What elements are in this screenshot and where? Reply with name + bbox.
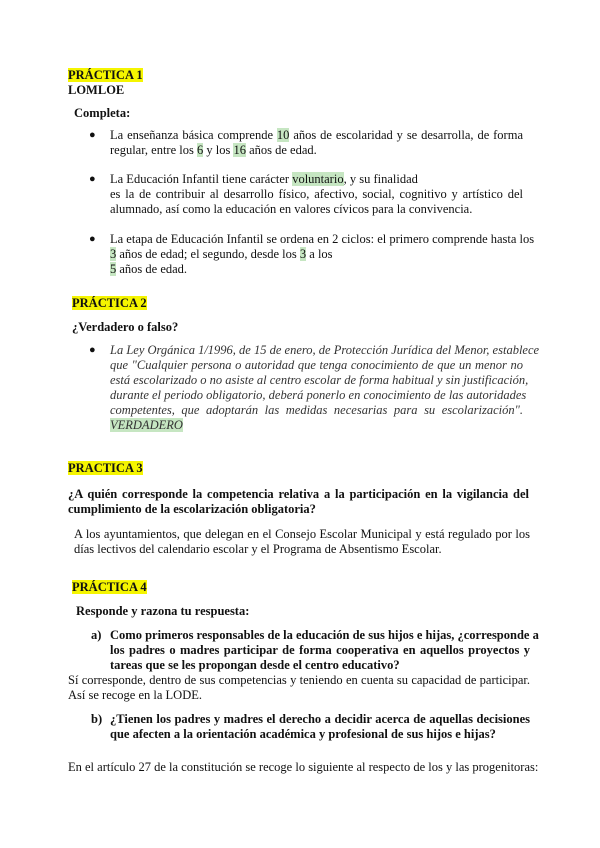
p4-item-b-line2: que afecten a la orientación académica y profesional de sus hijos e hijas? (110, 727, 496, 741)
p1-item3-line1: La etapa de Educación Infantil se ordena en 2 ciclos: el primero comprende hasta los (110, 232, 535, 246)
section-heading-practica-2: PRÁCTICA 2 (72, 296, 147, 310)
p1-item1-line1: La enseñanza básica comprende 10 años de escolaridad y se desarrolla, de forma (110, 128, 523, 142)
p4-instruction: Responde y razona tu respuesta: (76, 604, 250, 618)
p3-answer-line1: A los ayuntamientos, que delegan en el Consejo Escolar Municipal y está regulado por los (74, 527, 530, 541)
p2-text-line2: que "Cualquier persona o autoridad que tenga conocimiento de que un menor no (110, 358, 523, 372)
p2-text-line4: durante el periodo obligatorio, deberá ponerlo en conocimiento de las autoridades (110, 388, 527, 402)
p2-text-line1: La Ley Orgánica 1/1996, de 15 de enero, de Protección Jurídica del Menor, establece (110, 343, 540, 357)
p1-item3-line2: 3 años de edad; el segundo, desde los 3 a los (110, 247, 333, 261)
bullet-icon: ● (89, 173, 96, 185)
bullet-icon: ● (89, 233, 96, 245)
p4-closing-text: En el artículo 27 de la constitución se recoge lo siguiente al respecto de los y las progenitoras: (68, 760, 539, 774)
p3-answer-line2: días lectivos del calendario escolar y el Programa de Absentismo Escolar. (74, 542, 442, 556)
section-heading-practica-3: PRACTICA 3 (68, 461, 143, 475)
bullet-icon: ● (89, 344, 96, 356)
p1-item3-line3: 5 años de edad. (110, 262, 188, 276)
p1-item1-line2: regular, entre los 6 y los 16 años de edad. (110, 143, 317, 157)
p4-answer-a-line1: Sí corresponde, dentro de sus competencias y teniendo en cuenta su capacidad de participar. (68, 673, 530, 687)
p4-item-a-marker: a) (91, 628, 102, 642)
section-heading-practica-4: PRÁCTICA 4 (72, 580, 147, 594)
p1-item2-line1: La Educación Infantil tiene carácter voluntario, y su finalidad (110, 172, 418, 186)
p3-question-line1: ¿A quién corresponde la competencia relativa a la participación en la vigilancia del (68, 487, 529, 501)
question-verdadero-falso: ¿Verdadero o falso? (72, 320, 179, 334)
p4-item-a-line2: los padres o madres participar de forma cooperativa en aquellos proyectos y (110, 643, 530, 657)
bullet-icon: ● (89, 129, 96, 141)
p4-item-b-line1: ¿Tienen los padres y madres el derecho a decidir acerca de aquellas decisiones (110, 712, 530, 726)
p4-answer-a-line2: Así se recoge en la LODE. (68, 688, 202, 702)
p2-text-line3: está escolarizado o no asiste al centro escolar de forma habitual y sin justificación, (110, 373, 529, 387)
section-heading-practica-1: PRÁCTICA 1 (68, 68, 143, 82)
p4-item-b-marker: b) (91, 712, 103, 726)
p2-text-line5: competentes, que adoptarán las medidas necesarias para su escolarización". (110, 403, 523, 417)
p2-answer: VERDADERO (110, 418, 183, 432)
p1-item2-line3: alumnado, así como la educación en valores cívicos para la convivencia. (110, 202, 473, 216)
subheading-lomloe: LOMLOE (68, 83, 125, 97)
p3-question-line2: cumplimiento de la escolarización obligatoria? (68, 502, 316, 516)
p1-item2-line2: es la de contribuir al desarrollo físico, afectivo, social, cognitivo y artístico del (110, 187, 523, 201)
p4-item-a-line3: tareas que se les propongan desde el centro educativo? (110, 658, 400, 672)
p4-item-a-line1: Como primeros responsables de la educación de sus hijos e hijas, ¿corresponde a (110, 628, 539, 642)
instruction-completa: Completa: (74, 106, 131, 120)
